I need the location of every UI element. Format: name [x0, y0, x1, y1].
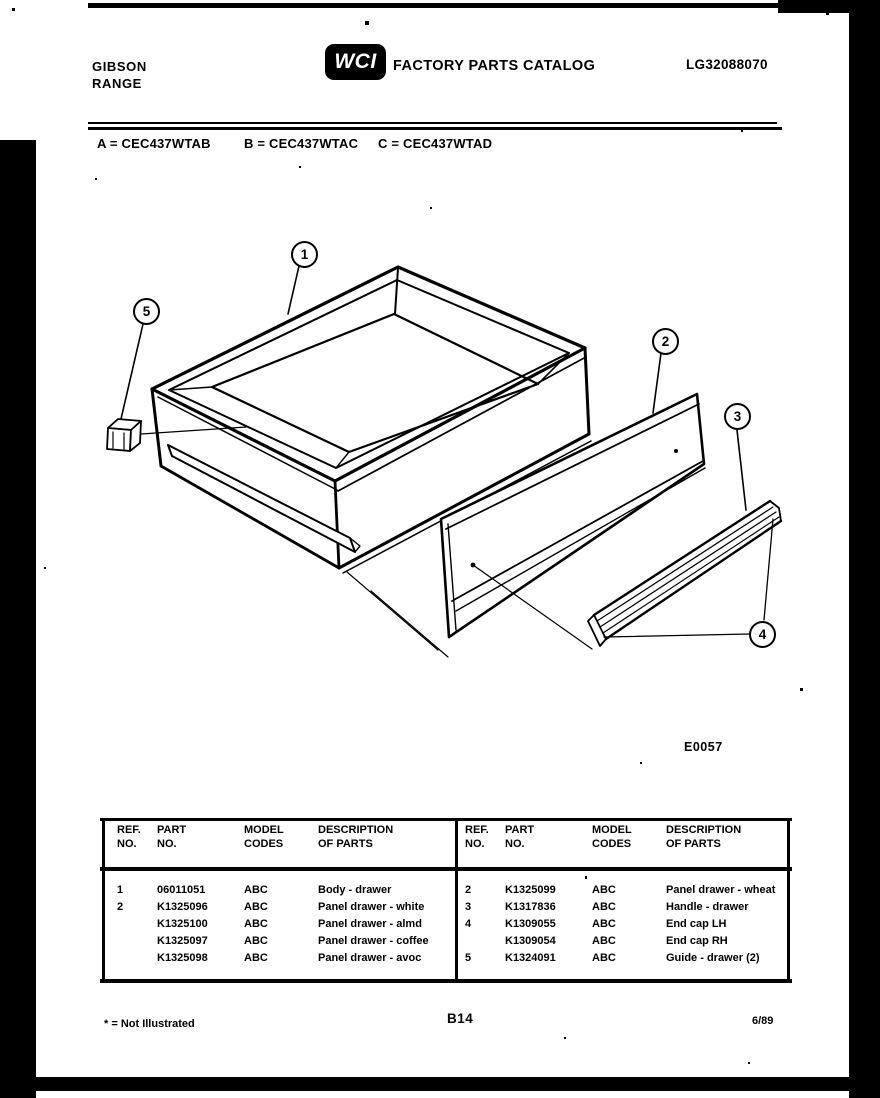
scan-speck: [640, 762, 642, 764]
cell-ref: 2: [117, 901, 124, 913]
cell-part: K1325098: [157, 952, 208, 964]
table-body-right: [465, 882, 787, 967]
table-row: [117, 882, 453, 899]
model-c: C = CEC437WTAD: [378, 136, 493, 151]
explode-alignment-line-1: [347, 572, 438, 650]
table-row: [117, 916, 453, 933]
cell-desc: Panel drawer - white: [318, 901, 425, 913]
cell-desc: Guide - drawer (2): [666, 952, 760, 964]
cell-part: K1317836: [505, 901, 556, 913]
cell-model: ABC: [592, 884, 616, 896]
cell-part: K1325096: [157, 901, 208, 913]
panel-screw-hole-right: [674, 449, 678, 453]
callout-2-label: 2: [661, 334, 670, 349]
table-border-top: [100, 818, 792, 821]
table-body-left: [117, 882, 453, 967]
scan-speck: [95, 178, 97, 180]
table-row: [117, 950, 453, 967]
cell-model: ABC: [244, 935, 268, 947]
cell-ref: [465, 933, 505, 950]
cell-model: ABC: [244, 918, 268, 930]
cell-model: ABC: [592, 952, 616, 964]
scan-speck: [748, 1062, 750, 1064]
column-header-part: PART NO.: [157, 824, 187, 850]
scan-speck: [585, 876, 587, 879]
table-row: [465, 899, 787, 916]
cell-desc: Panel drawer - coffee: [318, 935, 429, 947]
column-header-model: MODEL CODES: [244, 824, 284, 850]
cell-ref: [117, 933, 157, 950]
cell-part: K1325099: [505, 884, 556, 896]
brand-line-2: RANGE: [92, 76, 142, 91]
table-row: [117, 933, 453, 950]
cell-part: K1325097: [157, 935, 208, 947]
cell-ref: [117, 916, 157, 933]
callout-5-label: 5: [142, 304, 151, 319]
scan-speck: [365, 21, 369, 25]
callout-4: [749, 621, 776, 648]
cell-model: ABC: [592, 901, 616, 913]
cell-part: K1324091: [505, 952, 556, 964]
cell-model: ABC: [244, 952, 268, 964]
page-number: B14: [447, 1011, 474, 1026]
cell-part: 06011051: [157, 884, 206, 896]
cell-desc: Handle - drawer: [666, 901, 749, 913]
scan-speck: [564, 1037, 566, 1039]
scan-speck: [299, 166, 301, 168]
column-header-model: MODEL CODES: [592, 824, 632, 850]
scan-speck: [800, 688, 803, 691]
table-header-right: [465, 824, 787, 851]
cell-model: ABC: [592, 935, 616, 947]
column-header-desc: DESCRIPTION OF PARTS: [318, 824, 394, 850]
document-number: LG32088070: [686, 57, 768, 72]
cell-ref: 3: [465, 901, 472, 913]
brand-line-1: GIBSON: [92, 59, 147, 74]
cell-model: ABC: [592, 918, 616, 930]
explode-alignment-line-2: [371, 591, 448, 657]
drawer-front-panel: [441, 394, 705, 637]
scan-speck: [741, 130, 743, 132]
leader-callout-4-right: [764, 519, 773, 620]
table-header-left: [117, 824, 453, 851]
table-row: [465, 916, 787, 933]
cell-ref: 5: [465, 952, 472, 964]
cell-desc: End cap LH: [666, 918, 727, 930]
cell-ref: 2: [465, 884, 472, 896]
figure-code: E0057: [684, 740, 723, 754]
leader-callout-4-left: [604, 634, 749, 637]
model-a: A = CEC437WTAB: [97, 136, 211, 151]
cell-part: K1325100: [157, 918, 208, 930]
scan-speck: [12, 8, 15, 11]
cell-desc: Panel drawer - almd: [318, 918, 422, 930]
issue-date: 6/89: [752, 1015, 774, 1027]
model-b: B = CEC437WTAC: [244, 136, 359, 151]
cell-model: ABC: [244, 901, 268, 913]
table-row: [465, 882, 787, 899]
scan-speck: [430, 207, 432, 209]
scan-speck: [826, 12, 829, 15]
leader-callout-5: [121, 324, 143, 419]
column-header-ref: REF. NO.: [117, 824, 141, 850]
drawer-guide-clip: [107, 419, 141, 451]
cell-ref: 4: [465, 918, 472, 930]
table-border-left: [102, 818, 105, 983]
column-header-ref: REF. NO.: [465, 824, 489, 850]
cell-desc: End cap RH: [666, 935, 728, 947]
table-center-divider: [455, 818, 458, 983]
cell-ref: [117, 950, 157, 967]
leader-callout-1: [288, 266, 299, 314]
column-header-part: PART NO.: [505, 824, 535, 850]
callout-1-label: 1: [300, 247, 309, 262]
wci-logo-text: WCI: [334, 50, 377, 73]
callout-3-label: 3: [733, 409, 742, 424]
leader-callout-3: [737, 430, 746, 510]
cell-ref: 1: [117, 884, 124, 896]
table-row: [465, 933, 787, 950]
cell-desc: Panel drawer - wheat: [666, 884, 776, 896]
leader-callout-2: [653, 353, 661, 413]
table-row: [117, 899, 453, 916]
table-border-right: [787, 818, 790, 983]
cell-desc: Panel drawer - avoc: [318, 952, 422, 964]
cell-part: K1309055: [505, 918, 556, 930]
table-border-bottom: [100, 979, 792, 983]
catalog-title: FACTORY PARTS CATALOG: [393, 58, 596, 74]
callout-3: [724, 403, 751, 430]
cell-desc: Body - drawer: [318, 884, 392, 896]
not-illustrated-note: * = Not Illustrated: [104, 1018, 195, 1030]
column-header-desc: DESCRIPTION OF PARTS: [666, 824, 742, 850]
callout-1: [291, 241, 318, 268]
scan-speck: [872, 441, 875, 444]
callout-4-label: 4: [758, 627, 767, 642]
scan-speck: [44, 567, 46, 569]
callout-2: [652, 328, 679, 355]
parts-table: [100, 815, 792, 991]
cell-part: K1309054: [505, 935, 556, 947]
callout-5: [133, 298, 160, 325]
cell-model: ABC: [244, 884, 268, 896]
table-row: [465, 950, 787, 967]
table-header-rule: [100, 867, 792, 871]
